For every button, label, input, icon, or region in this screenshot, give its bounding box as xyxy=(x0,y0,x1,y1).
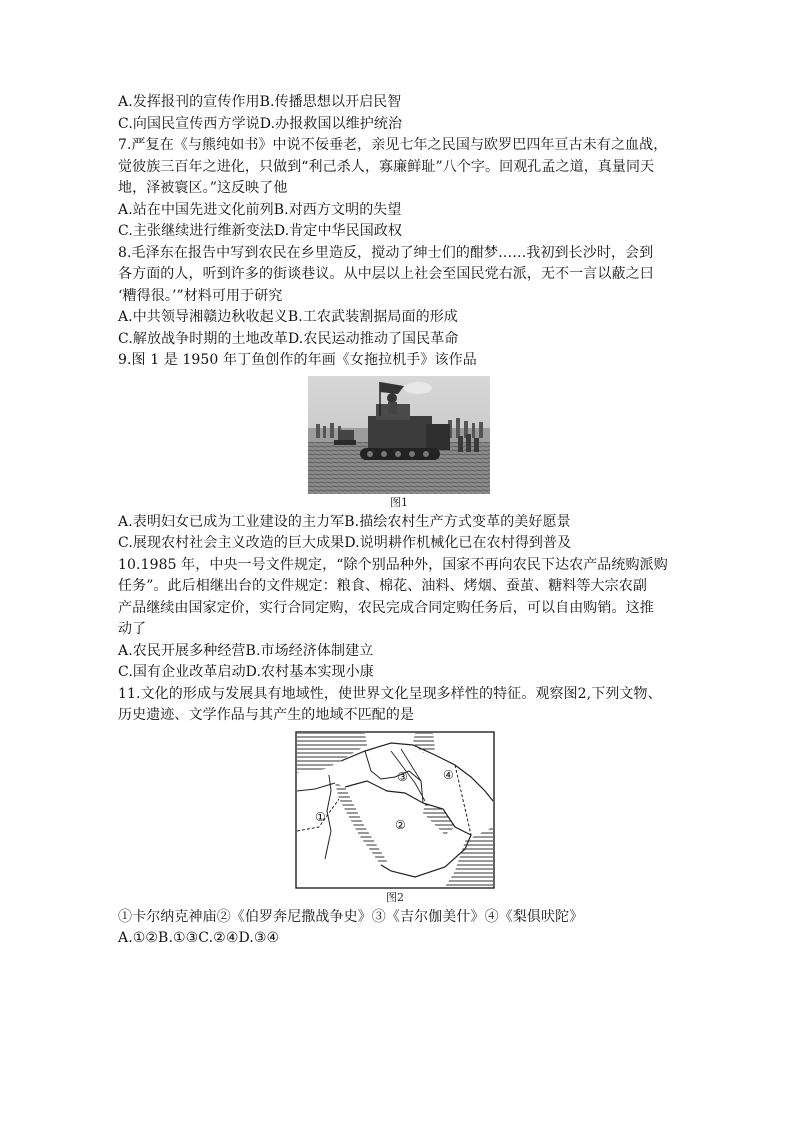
figure-1-caption: 图1 xyxy=(390,495,408,509)
q7-options-ab: A.站在中国先进文化前列B.对西方文明的失望 xyxy=(118,201,402,218)
q7-stem-line-3: 地，泽被寰区。”这反映了他 xyxy=(118,180,288,196)
exam-page xyxy=(118,92,688,950)
q7-options-cd: C.主张继续进行维新变法D.肯定中华民国政权 xyxy=(118,223,403,239)
q8-options-cd: C.解放战争时期的土地改革D.农民运动推动了国民革命 xyxy=(118,330,459,347)
q10-stem-line-2: 任务”。此后相继出台的文件规定：粮食、棉花、油料、烤烟、蚕茧、糖料等大宗农副 xyxy=(118,578,647,594)
map-label-4: ④ xyxy=(443,767,454,782)
q7-stem-line-1: 7.严复在《与熊纯如书》中说不佞垂老，亲见七年之民国与欧罗巴四年亘古未有之血战， xyxy=(118,137,668,153)
q11-stem-line-2: 历史遗迹、文学作品与其产生的地域不匹配的是 xyxy=(118,707,415,723)
q9-stem-line-1: 9.图 1 是 1950 年丁鱼创作的年画《女拖拉机手》该作品 xyxy=(118,352,477,368)
figure-1 xyxy=(308,376,490,510)
map-label-2: ② xyxy=(395,817,406,832)
q9-options-cd: C.展现农村社会主义改造的巨大成果D.说明耕作机械化已在农村得到普及 xyxy=(118,535,572,551)
tractor-painting-image xyxy=(308,376,490,494)
q9-options-ab: A.表明妇女已成为工业建设的主力军B.描绘农村生产方式变革的美好愿景 xyxy=(118,513,571,530)
q7-stem-line-2: 觉彼族三百年之进化，只做到“利己杀人，寡廉鲜耻”八个字。回观孔孟之道，真量同天 xyxy=(118,158,655,175)
q10-stem-line-1: 10.1985 年，中央一号文件规定，“除个别品种外，国家不再向农民下达农产品统购派购 xyxy=(118,556,668,573)
q6-options-cd: C.向国民宣传西方学说D.办报救国以维护统治 xyxy=(118,115,403,132)
q10-options-cd: C.国有企业改革启动D.农村基本实现小康 xyxy=(118,664,374,680)
q8-stem-line-1: 8.毛泽东在报告中写到农民在乡里造反，搅动了绅士们的酣梦……我初到长沙时，会到 xyxy=(118,244,654,261)
figure-2 xyxy=(295,731,495,905)
q11-stem-line-1: 11.文化的形成与发展具有地域性，使世界文化呈现多样性的特征。观察图2,下列文物、 xyxy=(118,685,662,702)
q8-options-ab: A.中共领导湘赣边秋收起义B.工农武装割据局面的形成 xyxy=(118,309,458,325)
map-label-3: ③ xyxy=(397,769,408,784)
q11-items: ①卡尔纳克神庙②《伯罗奔尼撒战争史》③《吉尔伽美什》④《梨俱吠陀》 xyxy=(118,908,584,925)
map-label-1: ① xyxy=(315,809,326,824)
q10-options-ab: A.农民开展多种经营B.市场经济体制建立 xyxy=(118,642,374,659)
figure-2-caption: 图2 xyxy=(386,890,404,904)
q11-options: A.①②B.①③C.②④D.③④ xyxy=(118,930,280,946)
q8-stem-line-3: ‘糟得很。’”材料可用于研究 xyxy=(118,287,283,304)
q8-stem-line-2: 各方面的人，听到许多的街谈巷议。从中层以上社会至国民党右派，无不一言以蔽之曰 xyxy=(118,266,654,282)
q6-options-ab: A.发挥报刊的宣传作用B.传播思想以开启民智 xyxy=(118,94,402,110)
q10-stem-line-3: 产品继续由国家定价，实行合同定购，农民完成合同定购任务后，可以自由购销。这推 xyxy=(118,599,654,616)
q10-stem-line-4: 动了 xyxy=(118,621,147,637)
middle-east-map xyxy=(295,731,495,889)
